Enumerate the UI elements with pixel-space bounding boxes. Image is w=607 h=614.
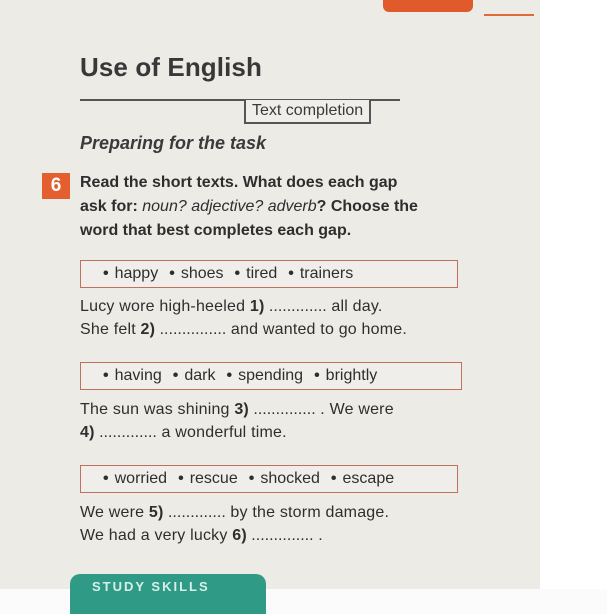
gap-number: 6) xyxy=(232,527,247,544)
word-box-1 xyxy=(80,260,458,288)
gap-number: 1) xyxy=(249,298,265,315)
word-option: • shoes xyxy=(169,265,223,283)
word-option: • having xyxy=(103,367,162,385)
instruction-line-2: ask for: noun? adjective? adverb? Choose the xyxy=(80,198,418,215)
text-1-line-1: Lucy wore high-heeled 1) ............. all day. xyxy=(80,298,383,315)
word-option: • brightly xyxy=(314,367,377,385)
word-option: • tired xyxy=(235,265,278,283)
text-3-line-2: We had a very lucky 6) .............. . xyxy=(80,527,323,544)
word-option: • escape xyxy=(331,470,394,488)
task-instruction xyxy=(80,171,470,243)
gap-number: 5) xyxy=(148,504,164,521)
word-option: • spending xyxy=(227,367,304,385)
study-skills-tab: STUDY SKILLS xyxy=(70,574,266,614)
text-3-line-1: We were 5) ............. by the storm damage. xyxy=(80,504,390,521)
gap-dots: ............. xyxy=(264,298,327,315)
word-option: • rescue xyxy=(178,470,238,488)
gap-number: 3) xyxy=(234,401,249,418)
gap-dots: .............. xyxy=(246,527,314,544)
word-option: • trainers xyxy=(288,265,353,283)
page-edge xyxy=(540,0,607,589)
word-option: • shocked xyxy=(249,470,320,488)
word-option: • dark xyxy=(173,367,216,385)
word-option: • worried xyxy=(103,470,167,488)
text-1-line-2: She felt 2) ............... and wanted to go home. xyxy=(80,321,408,338)
text-2-line-1: The sun was shining 3) .............. . We were xyxy=(80,401,394,418)
task-number: 6 xyxy=(42,173,70,199)
instruction-line-1: Read the short texts. What does each gap xyxy=(80,174,398,191)
gap-dots: ............... xyxy=(155,321,227,338)
word-box-2 xyxy=(80,362,462,390)
text-completion-badge: Text completion xyxy=(244,100,371,124)
gap-dots: .............. xyxy=(248,401,316,418)
word-box-3 xyxy=(80,465,458,493)
gap-number: 4) xyxy=(80,424,95,441)
section-title: Use of English xyxy=(80,52,262,82)
gap-number: 2) xyxy=(140,321,156,338)
top-color-tab xyxy=(383,0,473,12)
gap-dots: ............. xyxy=(163,504,226,521)
top-accent-line xyxy=(484,14,534,16)
word-option: • happy xyxy=(103,265,158,283)
subheading: Preparing for the task xyxy=(80,133,267,153)
gap-dots: ............. xyxy=(94,424,157,441)
text-2-line-2: 4) ............. a wonderful time. xyxy=(80,424,287,441)
instruction-line-3: word that best completes each gap. xyxy=(80,222,352,239)
